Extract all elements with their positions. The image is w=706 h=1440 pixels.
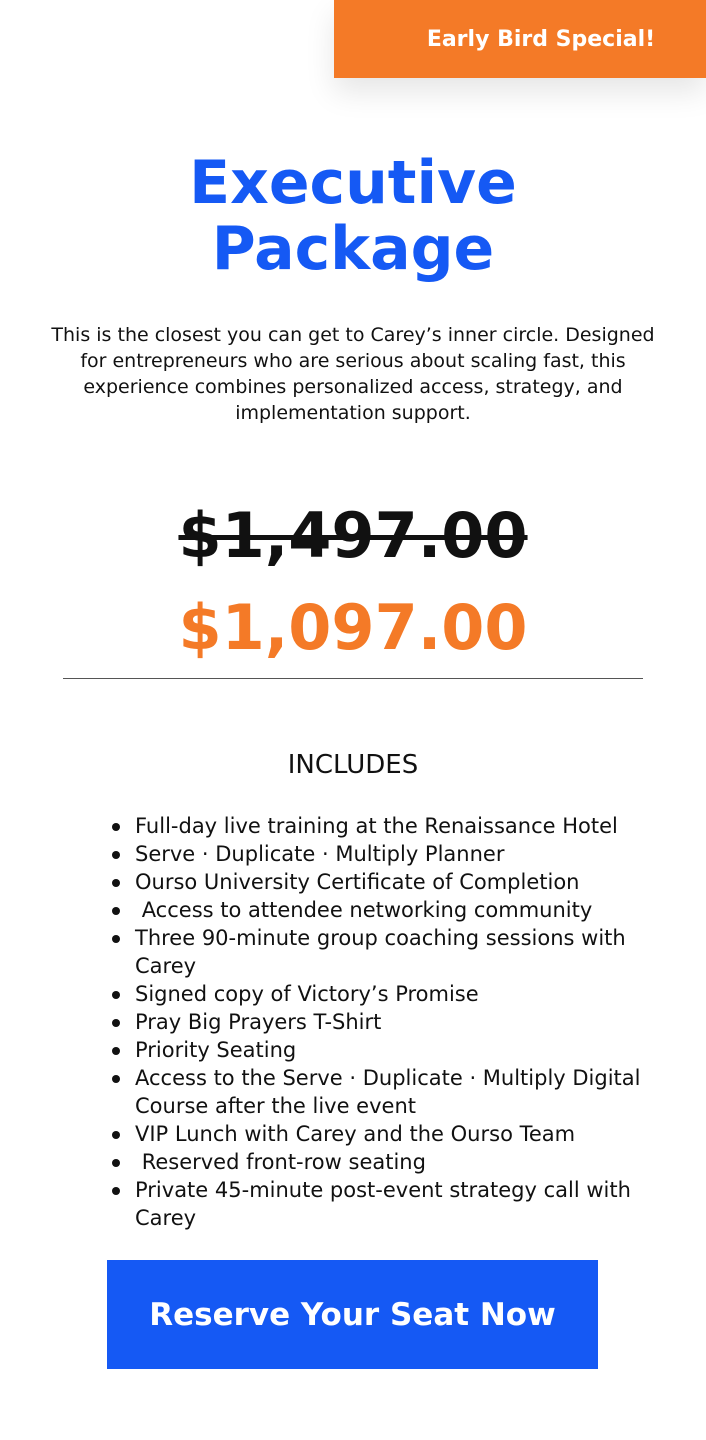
list-item: Priority Seating — [108, 1036, 648, 1064]
early-bird-label: Early Bird Special! — [426, 26, 656, 52]
list-item: Pray Big Prayers T-Shirt — [108, 1008, 648, 1036]
reserve-seat-label: Reserve Your Seat Now — [149, 1296, 556, 1333]
price-divider — [63, 678, 643, 679]
early-bird-ribbon — [334, 0, 706, 78]
includes-heading: INCLUDES — [287, 750, 419, 780]
list-item: Private 45-minute post-event strategy call with Carey — [108, 1176, 648, 1232]
list-item: Access to the Serve · Duplicate · Multiply Digital Course after the live event — [108, 1064, 648, 1120]
package-title-line1: Executive — [189, 148, 517, 218]
list-item: Full-day live training at the Renaissance Hotel — [108, 812, 648, 840]
list-item: VIP Lunch with Carey and the Ourso Team — [108, 1120, 648, 1148]
list-item: Three 90-minute group coaching sessions with Carey — [108, 924, 648, 980]
original-price: $1,497.00 — [178, 499, 528, 572]
sale-price: $1,097.00 — [178, 591, 528, 664]
list-item: Reserved front-row seating — [108, 1148, 648, 1176]
reserve-seat-button[interactable] — [107, 1260, 598, 1369]
package-title — [0, 150, 706, 282]
list-item: Serve · Duplicate · Multiply Planner — [108, 840, 648, 868]
includes-list — [108, 812, 648, 1232]
list-item: Ourso University Certificate of Completion — [108, 868, 648, 896]
list-item: Signed copy of Victory’s Promise — [108, 980, 648, 1008]
package-description: This is the closest you can get to Carey’s inner circle. Designed for entrepreneurs who are serious about scaling fast, this experience combines personalized access, strategy, and implementation support. — [51, 324, 655, 424]
package-title-line2: Package — [211, 214, 495, 284]
list-item: Access to attendee networking community — [108, 896, 648, 924]
